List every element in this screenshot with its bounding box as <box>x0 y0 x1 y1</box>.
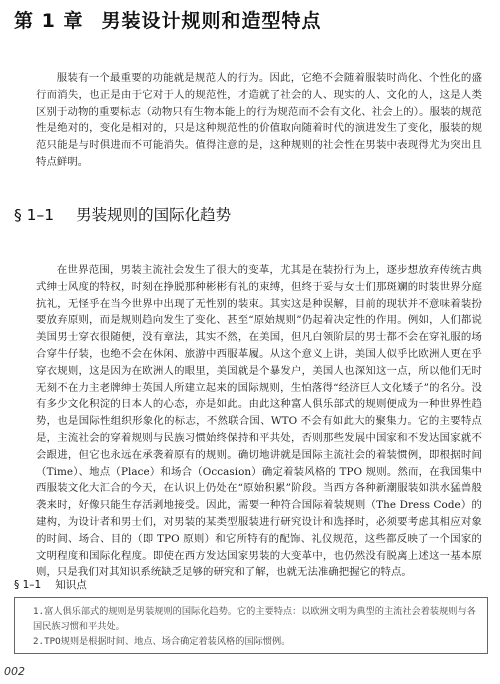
chapter-number: 第 1 章 <box>14 10 84 32</box>
page-number: 002 <box>4 665 25 678</box>
knowledge-points-number: § 1–1 <box>14 579 42 591</box>
knowledge-point-item: 2.TPO规则是根据时间、地点、场合确定着装风格的国际惯例。 <box>33 636 291 647</box>
intro-paragraph: 服装有一个最重要的功能就是规范人的行为。因此，它绝不会随着服装时尚化、个性化的盛行而消失，也正是由于它对于人的规范性，才造就了社会的人、现实的人、文化的人，这是人类区别于动物的重要标志（动物只有生物本能上的行为规范而不会有文化、社会上的）。服装的规范性是绝对的，变化是相对的，只是这种规范性的价值取向随着时代的演进发生了变化，服装的规范只能是与时俱进而不可能消失。值得注意的是，这种规则的社会性在男装中表现得尤为突出且特点鲜明。 <box>36 72 482 168</box>
section-heading <box>14 203 231 225</box>
body-paragraph: 在世界范围，男装主流社会发生了很大的变革，尤其是在装扮行为上，逐步想放弃传统古典式绅士风度的特权，时刻在挣脱那种彬彬有礼的束缚，但终于妥与女士们那斑斓的时装世界分庭抗礼，无怪乎在当今世界中出现了无性别的装束。其实这是种误解，目前的现状并不意味着装扮要放弃原则，而是规则趋向发生了变化、甚至“原始规则”仍起着决定性的作用。例如，人们都说美国男士穿衣很随便，没有章法，其实不然，在美国，但凡白领阶层的男士都不会在穿礼服的场合穿牛仔装，也绝不会在休闲、旅游中西服革履。从这个意义上讲，美国人似乎比欧洲人更在乎穿衣规则，这是因为在欧洲人的眼里，美国就是个暴发户，美国人也深知这一点，所以他们无时无刻不在力主老牌绅士英国人所建立起来的国际规则，生怕落得“经济巨人文化矮子”的名分。没有多少文化积淀的日本人的心态，亦是如此。由此这种富人俱乐部式的规则便成为一种世界性趋势，也是国际性组织形象化的标志，不然联合国、WTO 不会有如此大的聚集力。它的主要特点是，主流社会的穿着规则与民族习惯始终保持和平共处，否则那些发展中国家和不发达国家就不会跟进，但它也永远在承袭着原有的规则。确切地讲就是国际主流社会的着装惯例，即根据时间（Time）、地点（Place）和场合（Occasion）确定着装风格的 TPO 规则。然而，在我国集中西服装文化大汇合的今天，在认识上仍处在“原始积累”阶段。当西方各种新潮服装如洪水猛兽般袭来时，好像只能生存活剥地接受。因此，需要一种符合国际着装规则（The Dress Code）的建构，为设计者和男士们，对男装的某类型服装进行研究设计和选择时，必须要考虑其相应对象的时间、场合、目的（即 TPO 原则）和它所特有的配饰、礼仪规范，这些都反映了一个国家的文明程度和国际化程度。即使在西方发达国家男装的大变革中，也仍然没有脱离上述这一基本原则，只是我们对其知识系统缺乏足够的研究和了解，也就无法准确把握它的特点。 <box>36 264 482 579</box>
chapter-heading <box>14 6 321 33</box>
chapter-title: 男装设计规则和造型特点 <box>101 10 322 32</box>
knowledge-points-heading <box>14 577 87 592</box>
section-title: 男装规则的国际化趋势 <box>76 206 232 224</box>
section-number: § 1–1 <box>14 206 55 224</box>
knowledge-points-box <box>14 597 488 654</box>
knowledge-point-item: 1.富人俱乐部式的规则是男装规则的国际化趋势。它的主要特点：以欧洲文明为典型的主流社会着装规则与各国民族习惯和平共处。 <box>33 606 476 632</box>
knowledge-points-title: 知识点 <box>55 579 87 591</box>
